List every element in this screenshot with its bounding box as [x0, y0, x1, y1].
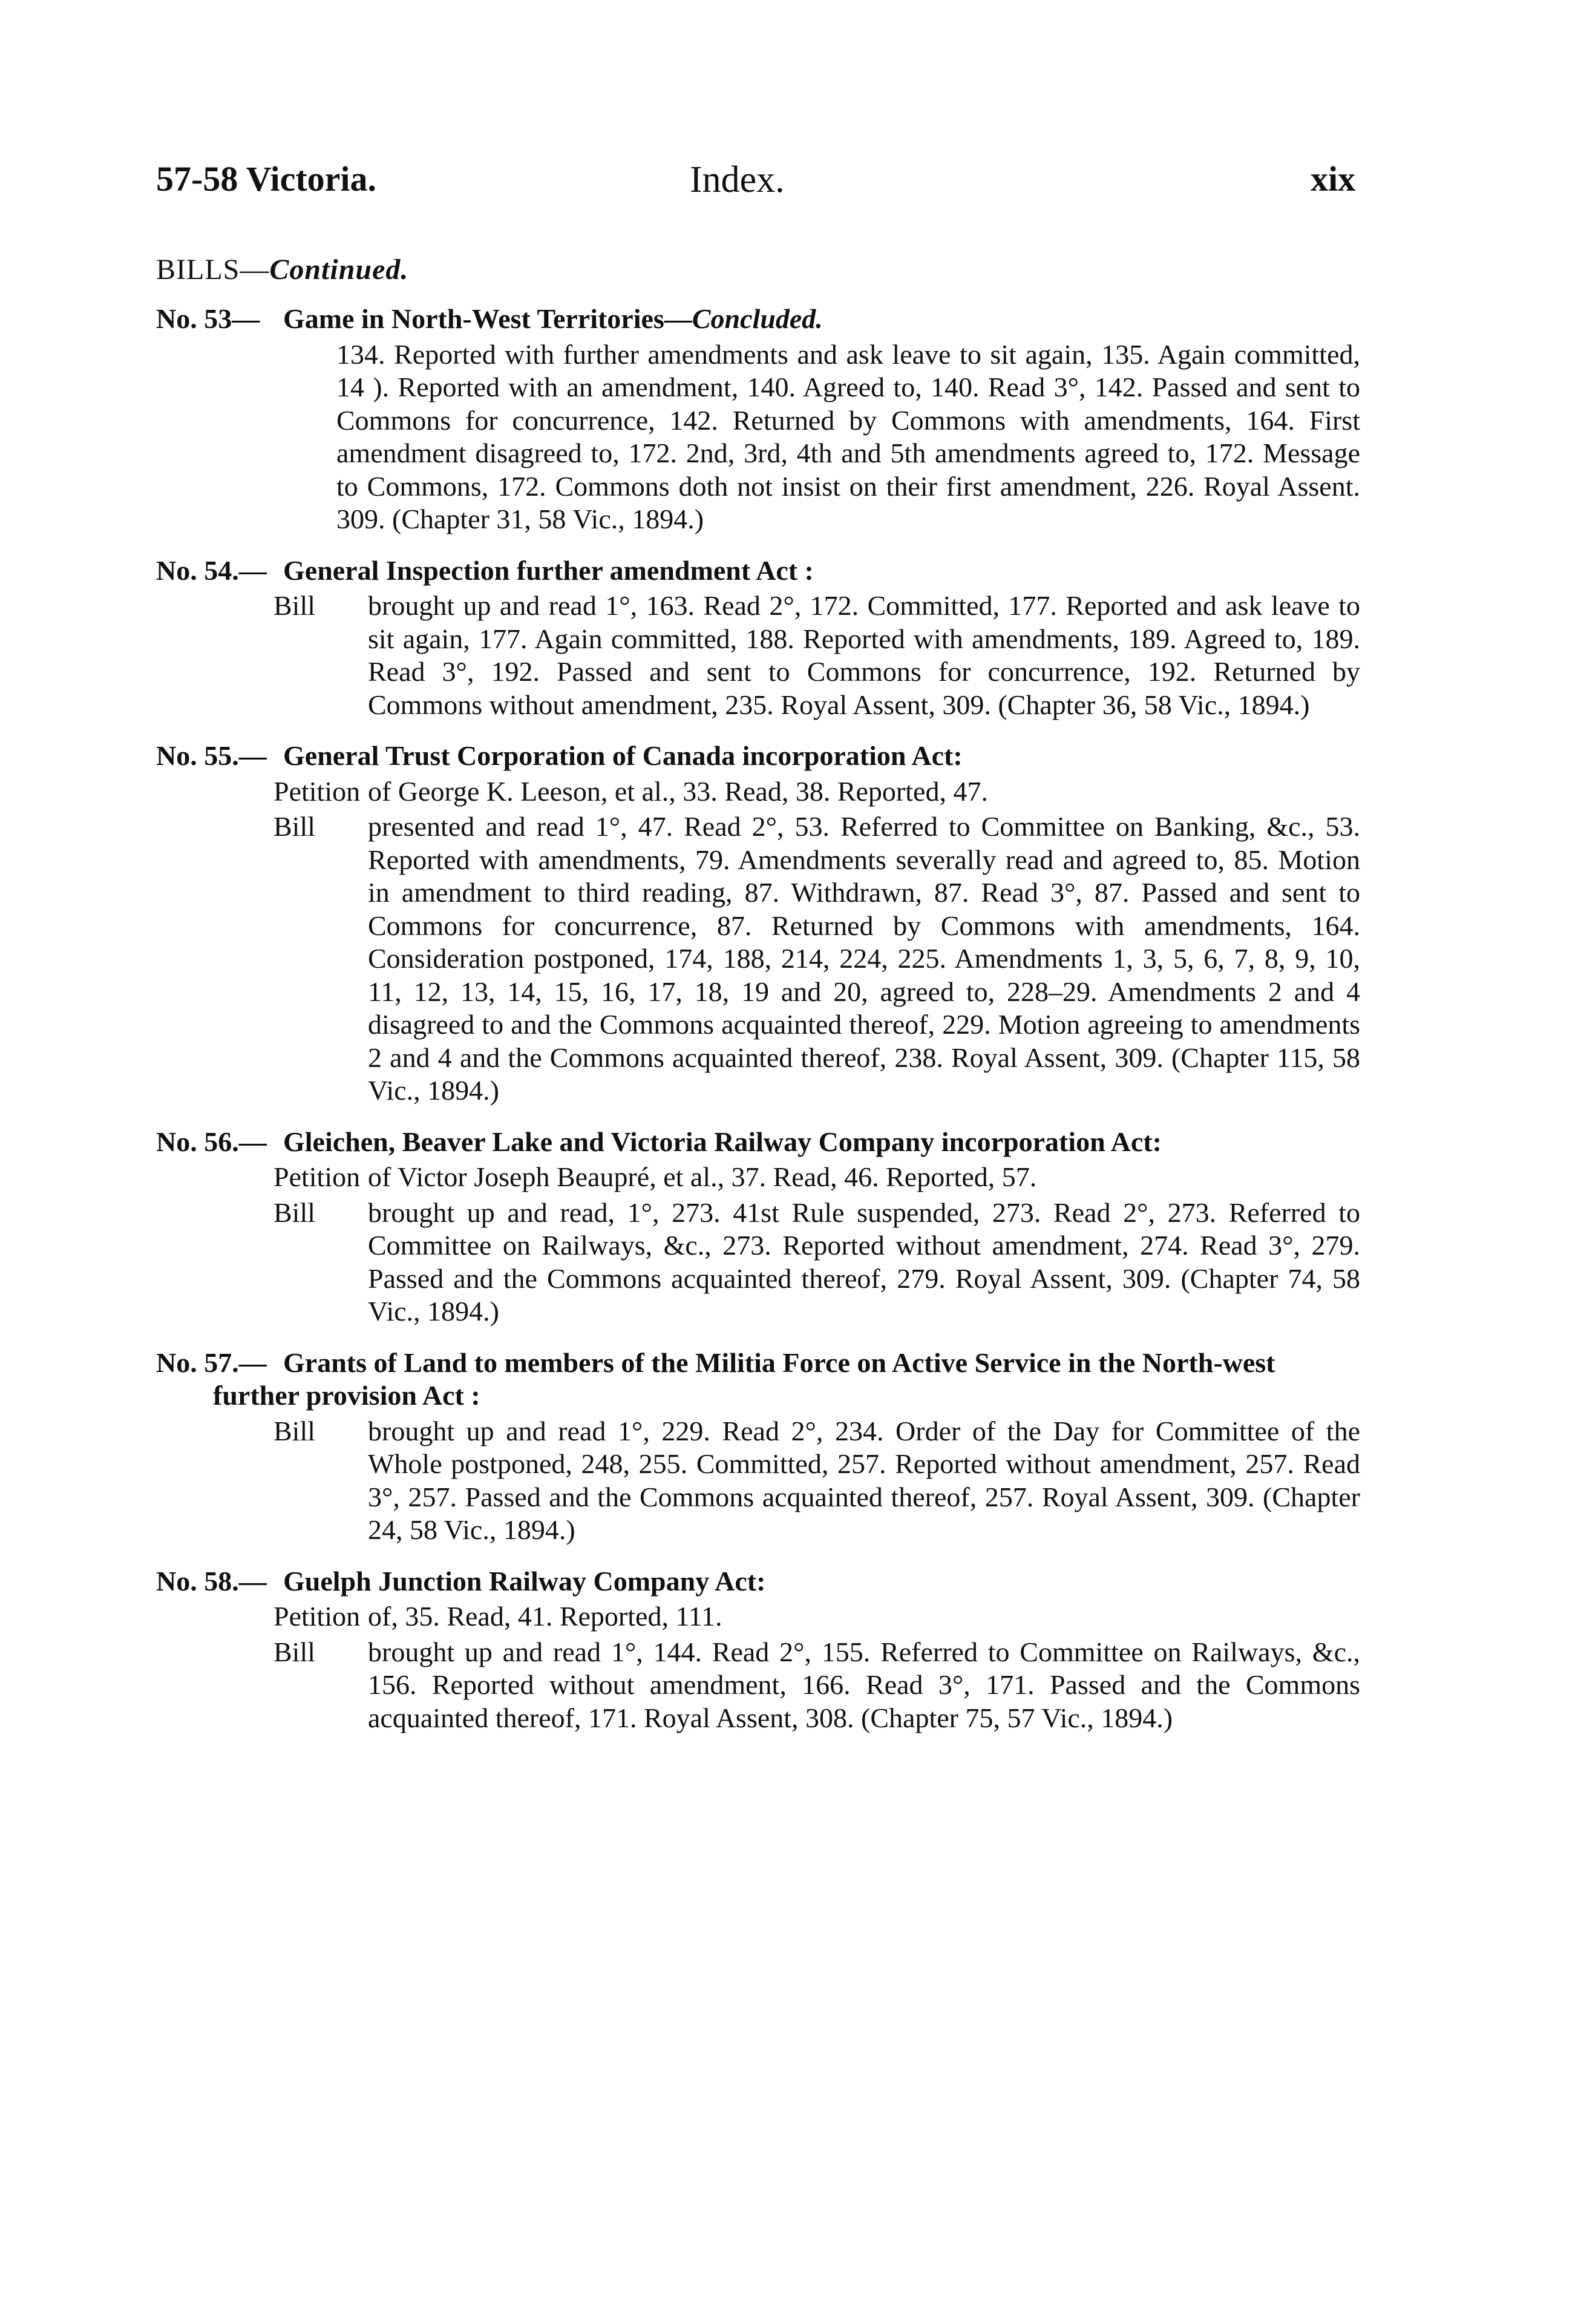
paragraph-text: presented and read 1°, 47. Read 2°, 53. Referred to Committee on Banking, &c., 53. Reported with amendments, 79. Amendments severally read and agreed to, 85. Motion in amendment to third reading, 87. Withdrawn, 87. Read 3°, 87. Passed and sent to Commons for concurrence, 87. Returned by Commons with amendments, 164. Consideration postponed, 174, 188, 214, 224, 225. Amendments 1, 3, 5, 6, 7, 8, 9, 10, 11, 12, 13, 14, 15, 16, 17, 18, 19 and 20, agreed to, 228–29. Amendments 2 and 4 disagreed to and the Commons acquainted thereof, 229. Motion agreeing to amendments 2 and 4 and the Commons acquainted thereof, 238. Royal Assent, 309. (Chapter 115, 58 Vic., 1894.) — [368, 811, 1360, 1106]
bill-title-suffix: Concluded. — [692, 303, 823, 334]
entry-title — [156, 554, 1360, 588]
paragraph-text: brought up and read 1°, 163. Read 2°, 172. Committed, 177. Reported and ask leave to sit again, 177. Again committed, 188. Reported with amendments, 189. Agreed to, 189. Read 3°, 192. Passed and sent to Commons for concurrence, 192. Returned by Commons without amendment, 235. Royal Assent, 309. (Chapter 36, 58 Vic., 1894.) — [368, 590, 1360, 720]
proceedings-paragraph — [156, 338, 1360, 536]
bill-title: Grants of Land to members of the Militia Force on Active Service in the North-west further provision Act : — [213, 1347, 1275, 1411]
proceedings-paragraph — [156, 1415, 1360, 1547]
paragraph-lead: Bill — [273, 1636, 316, 1667]
section-title: BILLS— — [156, 254, 270, 286]
paragraph-text: of George K. Leeson, et al., 33. Read, 38. Reported, 47. — [368, 775, 988, 807]
paragraph-lead: Petition — [273, 1601, 361, 1632]
proceedings-paragraph — [156, 589, 1360, 721]
header-title: Index. — [690, 159, 785, 200]
proceedings-paragraph — [156, 1636, 1360, 1735]
paragraph-lead: Petition — [273, 1161, 361, 1192]
index-entry — [156, 554, 1360, 722]
paragraph-lead: Bill — [273, 1415, 316, 1446]
proceedings-paragraph — [156, 1196, 1360, 1328]
bill-title: General Inspection further amendment Act : — [283, 554, 814, 586]
paragraph-text: brought up and read, 1°, 273. 41st Rule suspended, 273. Read 2°, 273. Referred to Committee on Railways, &c., 273. Reported without amendment, 274. Read 3°, 279. Passed and the Commons acquainted thereof, 279. Royal Assent, 309. (Chapter 74, 58 Vic., 1894.) — [368, 1196, 1360, 1327]
paragraph-text: brought up and read 1°, 144. Read 2°, 155. Referred to Committee on Railways, &c., 156. Reported without amendment, 166. Read 3°, 171. Passed and the Commons acquainted thereof, 171. Royal Assent, 308. (Chapter 75, 57 Vic., 1894.) — [368, 1636, 1360, 1733]
entry-title — [156, 740, 1360, 773]
bill-number: No. 55.— — [156, 740, 267, 771]
proceedings-paragraph — [156, 810, 1360, 1108]
paragraph-lead: Petition — [273, 775, 361, 807]
proceedings-paragraph — [156, 1161, 1360, 1194]
entry-title — [156, 1565, 1360, 1598]
index-entry — [156, 1347, 1360, 1547]
index-entry — [156, 740, 1360, 1108]
paragraph-lead: Bill — [273, 1196, 316, 1228]
proceedings-paragraph — [156, 1600, 1360, 1633]
index-entry — [156, 1126, 1360, 1328]
paragraph-lead: Bill — [273, 590, 316, 621]
index-entry — [156, 1565, 1360, 1735]
paragraph-text: of, 35. Read, 41. Reported, 111. — [368, 1601, 722, 1632]
bill-title: General Trust Corporation of Canada incorporation Act: — [283, 740, 963, 771]
entry-title — [156, 1347, 1360, 1413]
section-continued: Continued. — [269, 254, 409, 286]
index-entry — [156, 303, 1360, 536]
paragraph-text: of Victor Joseph Beaupré, et al., 37. Read, 46. Reported, 57. — [368, 1161, 1037, 1192]
bill-title: Gleichen, Beaver Lake and Victoria Railway Company incorporation Act: — [283, 1126, 1162, 1157]
bill-title: Game in North-West Territories— — [283, 303, 692, 334]
bill-number: No. 56.— — [156, 1126, 267, 1157]
section-heading — [156, 253, 408, 286]
bill-number: No. 57.— — [156, 1347, 267, 1378]
header-session: 57-58 Victoria. — [156, 159, 377, 199]
paragraph-text: brought up and read 1°, 229. Read 2°, 234. Order of the Day for Committee of the Whole postponed, 248, 255. Committed, 257. Reported without amendment, 257. Read 3°, 257. Passed and the Commons acquainted thereof, 257. Royal Assent, 309. (Chapter 24, 58 Vic., 1894.) — [368, 1415, 1360, 1545]
entry-title — [156, 1126, 1360, 1159]
paragraph-lead: Bill — [273, 811, 316, 842]
bill-number: No. 54.— — [156, 554, 267, 586]
paragraph-text: 134. Reported with further amendments and ask leave to sit again, 135. Again committed, 14 ). Reported with an amendment, 140. Agreed to, 140. Read 3°, 142. Passed and sent to Commons for concurrence, 142. Returned by Commons with amendments, 164. First amendment disagreed to, 172. 2nd, 3rd, 4th and 5th amendments agreed to, 172. Message to Commons, 172. Commons doth not insist on their first amendment, 226. Royal Assent. 309. (Chapter 31, 58 Vic., 1894.) — [336, 338, 1360, 534]
running-header — [0, 159, 1578, 213]
header-page-number: xix — [1311, 159, 1356, 199]
proceedings-paragraph — [156, 775, 1360, 809]
bill-number: No. 58.— — [156, 1565, 267, 1597]
bill-number: No. 53— — [156, 303, 260, 334]
index-entries — [156, 303, 1360, 1753]
entry-title — [156, 303, 1360, 336]
bill-title: Guelph Junction Railway Company Act: — [283, 1565, 766, 1597]
